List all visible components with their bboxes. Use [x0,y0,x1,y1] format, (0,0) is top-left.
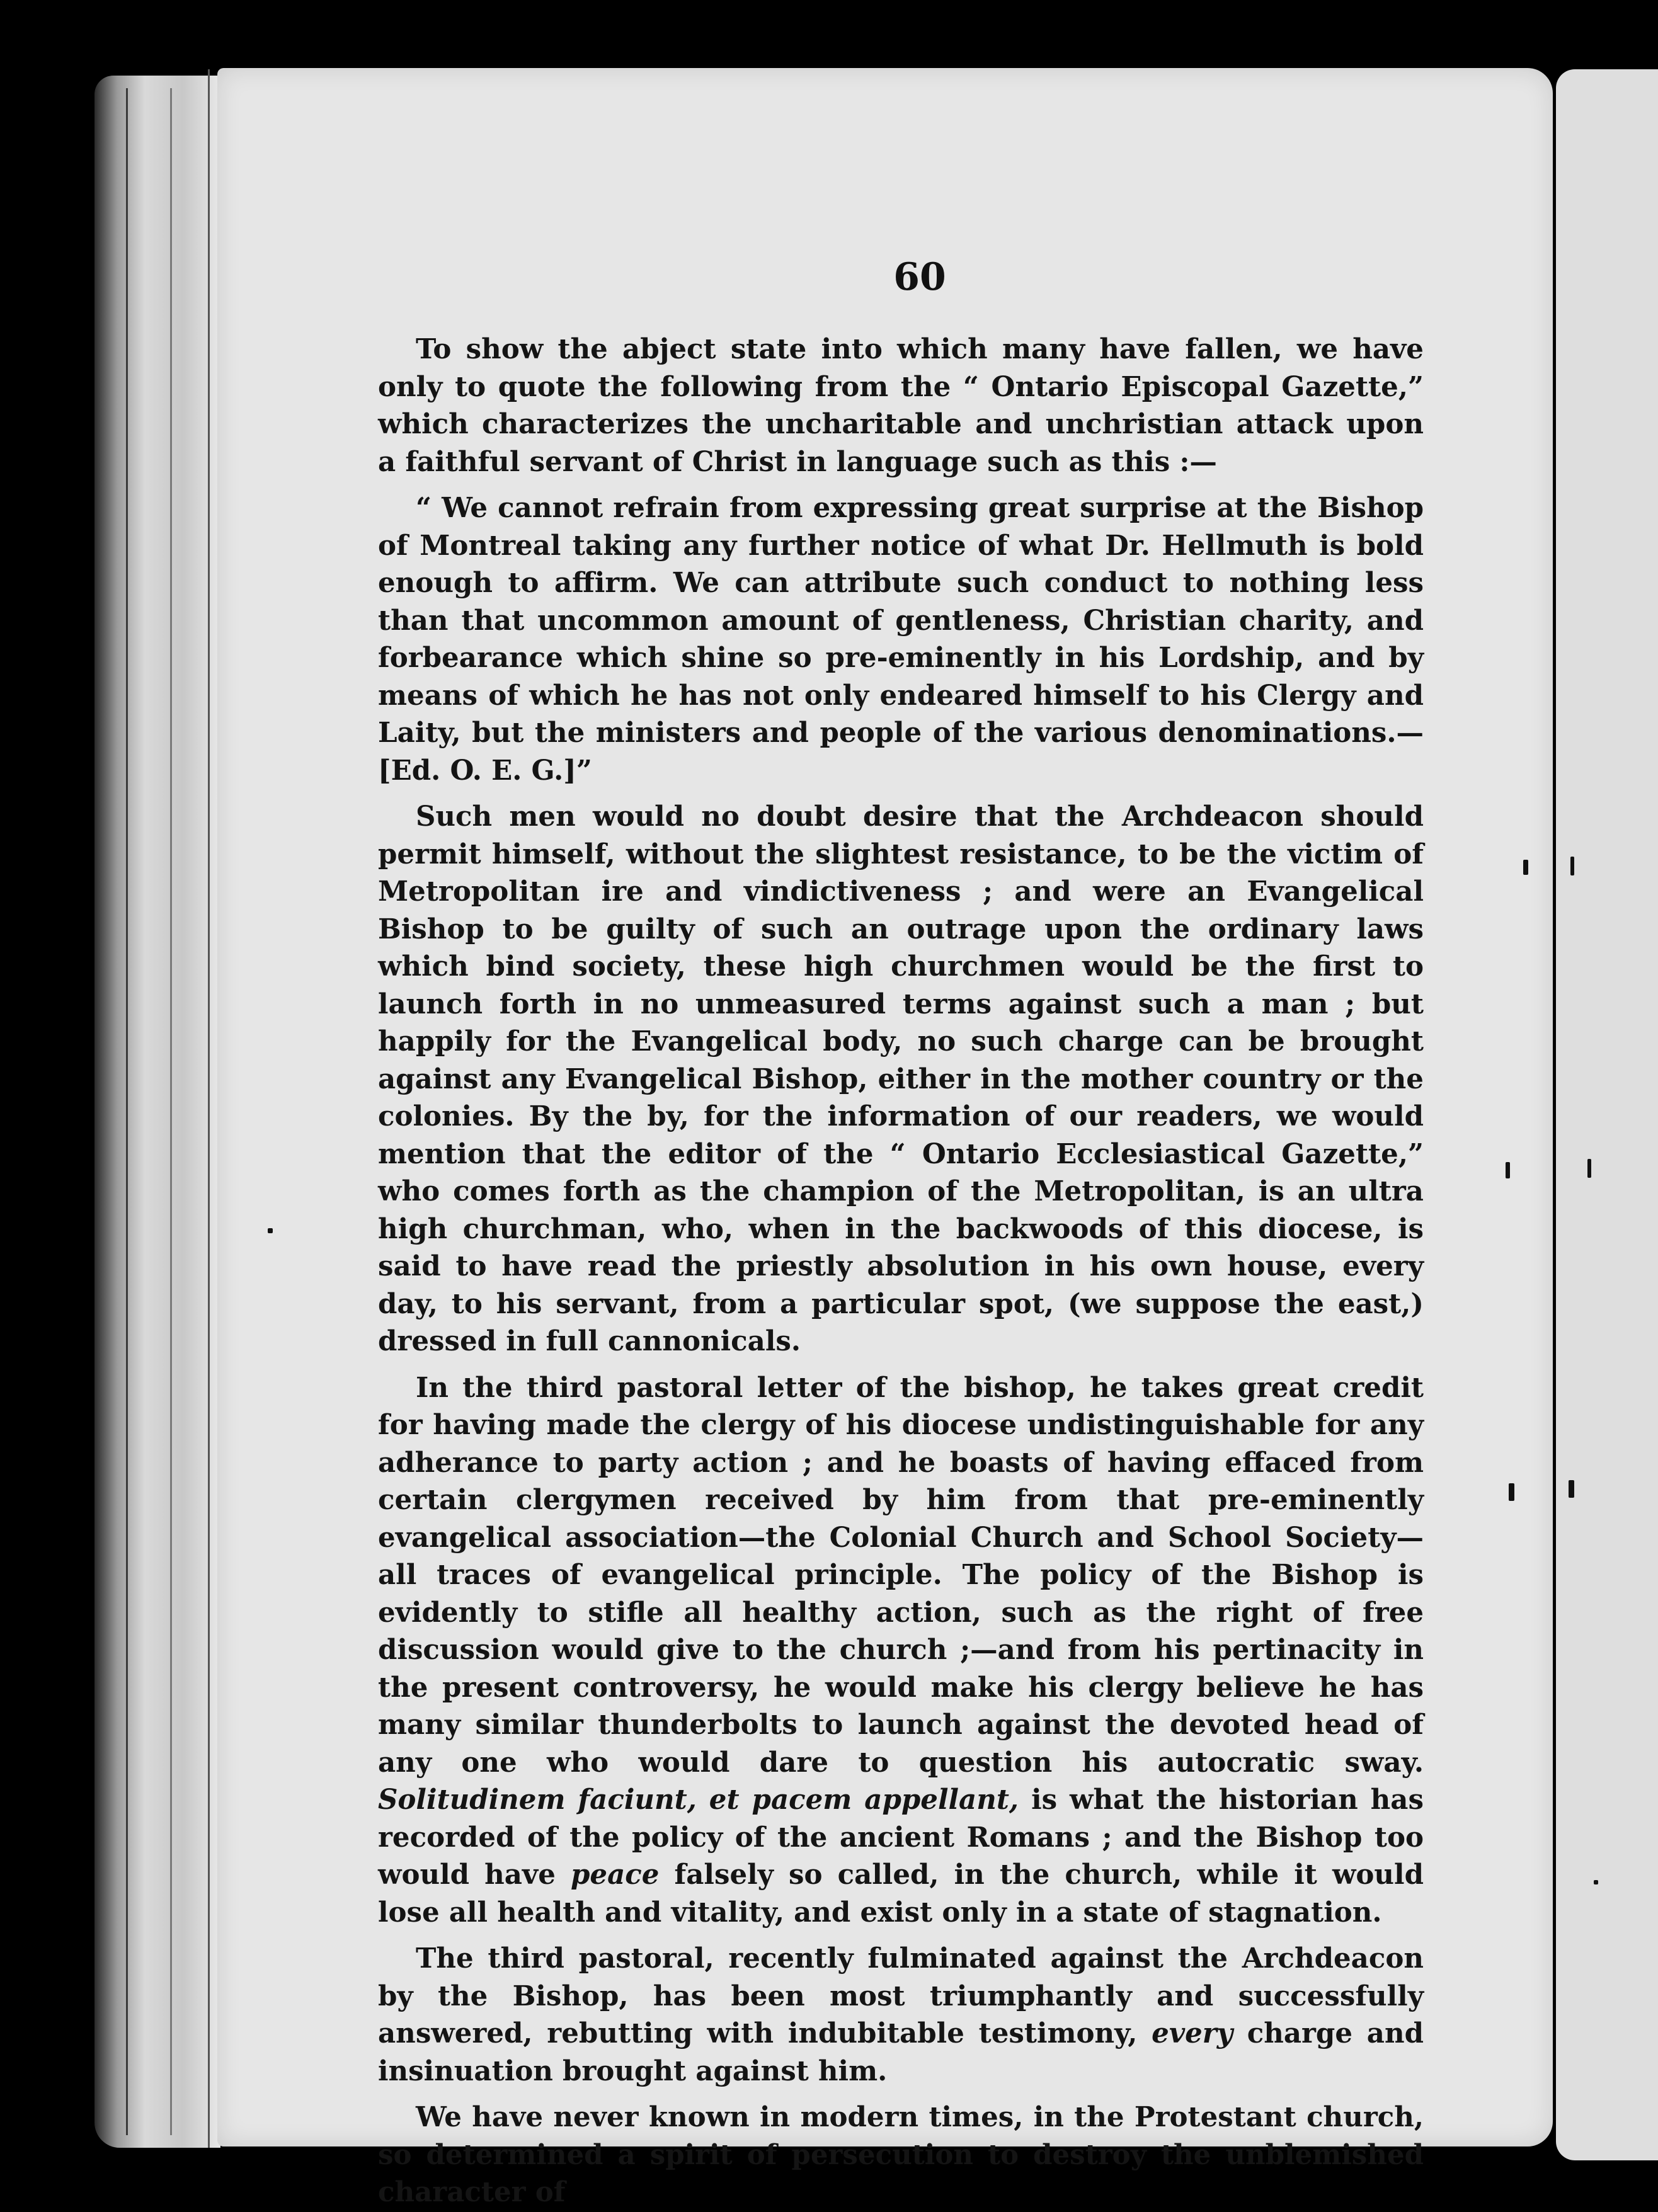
scan-speck [268,1228,273,1233]
paragraph [378,1369,1424,1932]
page-edge-line [126,88,128,2135]
paragraph: To show the abject state into which many have fallen, we have only to quote the following from the “ Ontario Episcopal Gazette,” which characterizes the uncharitable and unchristian attack upon a faithful servant of Christ in language such as this :— [378,333,1424,478]
scan-speck [1594,1880,1598,1884]
book-spine-edge [94,76,220,2148]
paragraph [378,1940,1424,2090]
page-edge-line [170,88,172,2135]
paragraph-text: falsely so called, in the church, while it would lose all health and vitality, and exist only in a state of stagnation. [378,1859,1424,1929]
paragraph-text: In the third pastoral letter of the bishop, he takes great credit for having made the clergy of his diocese undistinguishable for any adherance to party action ; and he boasts of having effaced from certain clergymen received by him from that pre-eminently evangelical association—the Colonial Church and School Society—all traces of evangelical principle. The policy of the Bishop is evidently to stifle all healthy action, such as the right of free discussion would give to the church ;—and from his pertinacity in the present controversy, he would make his clergy believe he has many similar thunderbolts to launch against the devoted head of any one who would dare to question his autocratic sway. [378,1371,1424,1779]
latin-quotation: Solitudinem faciunt, et pacem appellant, [378,1784,1019,1816]
page-edge-line [208,69,210,2148]
facing-page-fragment [1556,69,1658,2160]
paragraph-text: The third pastoral, recently fulminated against the Archdeacon by the Bishop, has been most triumphantly and successfully answered, rebutting with indubitable testimony, [378,1942,1424,2050]
emphasis-word: peace [570,1859,660,1891]
paragraph-text: charge and insinuation brought against him. [378,2017,1424,2087]
paragraph: Such men would no doubt desire that the Archdeacon should permit himself, without the slightest resistance, to be the victim of Metropolitan ire and vindictiveness ; and were an Evangelical Bishop to be guilty of such an outrage upon the ordinary laws which bind society, these high churchmen would be the first to launch forth in no unmeasured terms against such a man ; but happily for the Evangelical body, no such charge can be brought against any Evangelical Bishop, either in the mother country or the colonies. By the by, for the information of our readers, we would mention that the editor of the “ Ontario Ecclesiastical Gazette,” who comes forth as the champion of the Metropolitan, is an ultra high churchman, who, when in the backwoods of this diocese, is said to have read the priestly absolution in his own house, every day, to his servant, from a particular spot, (we suppose the east,) dressed in full cannonicals. [378,801,1424,1357]
scan-speck [1570,857,1574,875]
scan-speck [1569,1480,1574,1498]
paragraph-text: is what the historian has recorded of the policy of the ancient Romans ; and the Bishop too would have [378,1784,1424,1891]
scan-speck [1506,1162,1510,1178]
emphasis-word: every [1152,2017,1233,2050]
scan-speck [1523,860,1528,875]
paragraph: We have never known in modern times, in the Protestant church, so determined a spirit of persecution to destroy the unblemished character of [378,2101,1424,2208]
page-number: 60 [893,255,946,299]
scan-speck [1509,1483,1514,1501]
quoted-paragraph: “ We cannot refrain from expressing great surprise at the Bishop of Montreal taking any further notice of what Dr. Hellmuth is bold enough to affirm. We can attribute such conduct to nothing less than that uncommon amount of gentleness, Christian charity, and forbearance which shine so pre-eminently in his Lordship, and by means of which he has not only endeared himself to his Clergy and Laity, but the ministers and people of the various denominations.—[Ed. O. E. G.]” [378,492,1424,787]
scan-speck [1587,1159,1591,1178]
page-text [378,331,1424,2212]
